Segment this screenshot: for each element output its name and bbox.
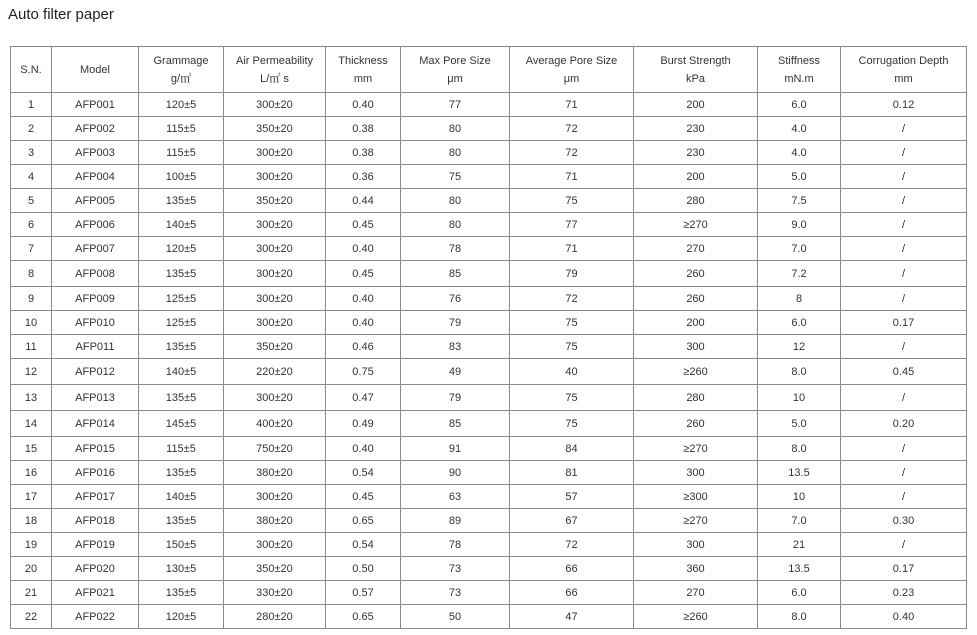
column-header-unit: mm — [353, 72, 373, 85]
table-cell: 66 — [510, 557, 634, 581]
table-cell: 0.50 — [326, 557, 401, 581]
table-row — [11, 261, 967, 287]
table-cell: 5.0 — [758, 411, 841, 437]
table-cell: 72 — [510, 287, 634, 311]
table-cell: 300 — [634, 533, 758, 557]
table-cell: 0.45 — [326, 213, 401, 237]
table-cell: 0.12 — [841, 93, 967, 117]
table-cell: 67 — [510, 509, 634, 533]
table-cell: 72 — [510, 141, 634, 165]
column-header — [326, 47, 401, 93]
table-cell: AFP014 — [52, 411, 139, 437]
table-row — [11, 359, 967, 385]
table-cell: 330±20 — [224, 581, 326, 605]
column-header-name: Max Pore Size — [419, 54, 491, 67]
table-cell: 71 — [510, 237, 634, 261]
table-cell: 49 — [401, 359, 510, 385]
table-cell: 14 — [11, 411, 52, 437]
table-cell: AFP019 — [52, 533, 139, 557]
table-cell: AFP007 — [52, 237, 139, 261]
table-cell: 100±5 — [139, 165, 224, 189]
table-cell: 63 — [401, 485, 510, 509]
table-cell: 71 — [510, 165, 634, 189]
table-cell: 9.0 — [758, 213, 841, 237]
table-cell: 22 — [11, 605, 52, 629]
table-cell: / — [841, 335, 967, 359]
table-cell: 0.40 — [326, 437, 401, 461]
table-cell: 78 — [401, 237, 510, 261]
table-cell: / — [841, 385, 967, 411]
table-cell: 6 — [11, 213, 52, 237]
table-cell: 135±5 — [139, 385, 224, 411]
table-cell: 380±20 — [224, 461, 326, 485]
table-cell: 0.54 — [326, 533, 401, 557]
table-row — [11, 557, 967, 581]
table-cell: 300±20 — [224, 287, 326, 311]
column-header — [841, 47, 967, 93]
table-cell: 0.40 — [326, 287, 401, 311]
table-cell: 1 — [11, 93, 52, 117]
table-cell: 135±5 — [139, 261, 224, 287]
table-row — [11, 117, 967, 141]
table-cell: 135±5 — [139, 189, 224, 213]
table-cell: 300±20 — [224, 533, 326, 557]
table-cell: 40 — [510, 359, 634, 385]
table-cell: 4.0 — [758, 117, 841, 141]
table-cell: AFP004 — [52, 165, 139, 189]
table-cell: 300±20 — [224, 213, 326, 237]
table-row — [11, 189, 967, 213]
table-cell: 79 — [510, 261, 634, 287]
table-row — [11, 605, 967, 629]
column-header-unit: g/㎡ — [170, 72, 192, 85]
column-header-unit: μm — [563, 72, 580, 85]
table-cell: 8.0 — [758, 437, 841, 461]
table-cell: 400±20 — [224, 411, 326, 437]
table-cell: 79 — [401, 311, 510, 335]
table-cell: AFP020 — [52, 557, 139, 581]
table-cell: ≥270 — [634, 213, 758, 237]
column-header-name: Grammage — [153, 54, 209, 67]
table-cell: 13.5 — [758, 557, 841, 581]
table-cell: 0.17 — [841, 557, 967, 581]
table-cell: 0.30 — [841, 509, 967, 533]
table-cell: 77 — [510, 213, 634, 237]
table-cell: 300±20 — [224, 261, 326, 287]
column-header — [139, 47, 224, 93]
table-cell: AFP003 — [52, 141, 139, 165]
table-cell: 0.40 — [326, 311, 401, 335]
table-cell: 0.46 — [326, 335, 401, 359]
table-cell: 115±5 — [139, 117, 224, 141]
table-cell: / — [841, 287, 967, 311]
table-cell: / — [841, 213, 967, 237]
table-cell: 12 — [758, 335, 841, 359]
table-cell: 300 — [634, 461, 758, 485]
table-cell: 8 — [11, 261, 52, 287]
table-cell: 230 — [634, 141, 758, 165]
table-cell: 5.0 — [758, 165, 841, 189]
table-row — [11, 287, 967, 311]
table-cell: 200 — [634, 311, 758, 335]
table-cell: 75 — [401, 165, 510, 189]
table-cell: 18 — [11, 509, 52, 533]
table-cell: 57 — [510, 485, 634, 509]
table-cell: 73 — [401, 557, 510, 581]
table-cell: 200 — [634, 93, 758, 117]
table-cell: 0.47 — [326, 385, 401, 411]
column-header-unit: mN.m — [784, 72, 814, 85]
table-cell: 300±20 — [224, 165, 326, 189]
table-cell: AFP022 — [52, 605, 139, 629]
column-header-unit: kPa — [686, 72, 705, 85]
table-cell: / — [841, 461, 967, 485]
table-cell: / — [841, 533, 967, 557]
filter-paper-spec-table — [10, 46, 967, 629]
table-cell: 78 — [401, 533, 510, 557]
table-cell: 0.20 — [841, 411, 967, 437]
column-header — [11, 47, 52, 93]
table-cell: 91 — [401, 437, 510, 461]
table-cell: ≥270 — [634, 509, 758, 533]
table-row — [11, 237, 967, 261]
table-cell: 8.0 — [758, 605, 841, 629]
column-header-unit: mm — [894, 72, 913, 85]
table-cell: 230 — [634, 117, 758, 141]
table-cell: 4 — [11, 165, 52, 189]
column-header-name: Stiffness — [778, 54, 820, 67]
table-cell: 21 — [758, 533, 841, 557]
column-header-name: Model — [80, 63, 110, 76]
table-cell: 0.57 — [326, 581, 401, 605]
table-row — [11, 485, 967, 509]
table-row — [11, 581, 967, 605]
table-cell: 3 — [11, 141, 52, 165]
table-cell: AFP016 — [52, 461, 139, 485]
table-cell: AFP021 — [52, 581, 139, 605]
table-cell: 76 — [401, 287, 510, 311]
table-cell: 77 — [401, 93, 510, 117]
column-header — [224, 47, 326, 93]
column-header-unit: μm — [447, 72, 463, 85]
table-cell: 280 — [634, 385, 758, 411]
table-cell: 360 — [634, 557, 758, 581]
table-cell: 6.0 — [758, 311, 841, 335]
table-cell: 120±5 — [139, 237, 224, 261]
table-row — [11, 533, 967, 557]
table-cell: 6.0 — [758, 93, 841, 117]
table-cell: 300±20 — [224, 385, 326, 411]
table-cell: AFP005 — [52, 189, 139, 213]
table-cell: 125±5 — [139, 287, 224, 311]
table-cell: 73 — [401, 581, 510, 605]
table-cell: AFP012 — [52, 359, 139, 385]
column-header-unit: L/㎡ s — [260, 72, 289, 85]
table-cell: ≥260 — [634, 359, 758, 385]
table-cell: AFP011 — [52, 335, 139, 359]
table-header-row — [11, 47, 967, 93]
table-cell: 13 — [11, 385, 52, 411]
table-cell: 115±5 — [139, 141, 224, 165]
table-cell: 20 — [11, 557, 52, 581]
table-cell: ≥300 — [634, 485, 758, 509]
table-cell: 0.49 — [326, 411, 401, 437]
table-cell: 6.0 — [758, 581, 841, 605]
table-cell: 0.44 — [326, 189, 401, 213]
table-cell: 16 — [11, 461, 52, 485]
table-cell: 10 — [758, 485, 841, 509]
table-cell: 135±5 — [139, 509, 224, 533]
table-cell: 81 — [510, 461, 634, 485]
table-row — [11, 509, 967, 533]
table-row — [11, 461, 967, 485]
table-cell: 7.2 — [758, 261, 841, 287]
table-cell: 0.40 — [841, 605, 967, 629]
column-header-name: Average Pore Size — [525, 54, 618, 67]
table-cell: 5 — [11, 189, 52, 213]
table-cell: 200 — [634, 165, 758, 189]
table-row — [11, 437, 967, 461]
table-cell: 50 — [401, 605, 510, 629]
table-cell: 8.0 — [758, 359, 841, 385]
column-header-name: Burst Strength — [660, 54, 731, 67]
table-cell: 0.38 — [326, 141, 401, 165]
table-cell: / — [841, 437, 967, 461]
table-cell: 260 — [634, 287, 758, 311]
table-cell: 85 — [401, 411, 510, 437]
table-cell: 220±20 — [224, 359, 326, 385]
table-cell: AFP018 — [52, 509, 139, 533]
table-cell: 300±20 — [224, 93, 326, 117]
table-cell: 4.0 — [758, 141, 841, 165]
table-cell: 300 — [634, 335, 758, 359]
table-cell: / — [841, 237, 967, 261]
table-cell: 80 — [401, 213, 510, 237]
table-cell: 300±20 — [224, 485, 326, 509]
table-cell: 280±20 — [224, 605, 326, 629]
table-cell: 750±20 — [224, 437, 326, 461]
table-cell: 8 — [758, 287, 841, 311]
table-cell: 71 — [510, 93, 634, 117]
table-cell: 140±5 — [139, 359, 224, 385]
table-cell: 9 — [11, 287, 52, 311]
table-cell: 145±5 — [139, 411, 224, 437]
table-cell: 80 — [401, 117, 510, 141]
table-cell: / — [841, 141, 967, 165]
table-cell: AFP008 — [52, 261, 139, 287]
table-cell: ≥260 — [634, 605, 758, 629]
table-cell: AFP002 — [52, 117, 139, 141]
table-cell: 75 — [510, 189, 634, 213]
table-cell: 350±20 — [224, 557, 326, 581]
table-cell: 75 — [510, 335, 634, 359]
table-cell: 83 — [401, 335, 510, 359]
table-cell: / — [841, 117, 967, 141]
table-cell: 7.0 — [758, 509, 841, 533]
table-cell: 0.65 — [326, 509, 401, 533]
table-cell: 0.45 — [326, 261, 401, 287]
table-row — [11, 311, 967, 335]
table-row — [11, 165, 967, 189]
table-cell: AFP017 — [52, 485, 139, 509]
table-cell: 0.40 — [326, 93, 401, 117]
table-cell: / — [841, 165, 967, 189]
table-cell: AFP001 — [52, 93, 139, 117]
table-cell: 17 — [11, 485, 52, 509]
column-header — [634, 47, 758, 93]
table-cell: 0.54 — [326, 461, 401, 485]
column-header — [510, 47, 634, 93]
table-cell: 0.75 — [326, 359, 401, 385]
table-cell: 75 — [510, 385, 634, 411]
table-cell: 120±5 — [139, 605, 224, 629]
table-cell: 0.36 — [326, 165, 401, 189]
table-cell: 90 — [401, 461, 510, 485]
table-cell: / — [841, 485, 967, 509]
table-cell: 0.65 — [326, 605, 401, 629]
table-cell: 130±5 — [139, 557, 224, 581]
table-cell: 75 — [510, 411, 634, 437]
column-header — [401, 47, 510, 93]
table-cell: 350±20 — [224, 335, 326, 359]
table-cell: ≥270 — [634, 437, 758, 461]
table-cell: 47 — [510, 605, 634, 629]
table-cell: 350±20 — [224, 189, 326, 213]
column-header-name: Corrugation Depth — [858, 54, 949, 67]
table-cell: 115±5 — [139, 437, 224, 461]
table-cell: 125±5 — [139, 311, 224, 335]
column-header — [52, 47, 139, 93]
table-cell: 84 — [510, 437, 634, 461]
table-cell: 75 — [510, 311, 634, 335]
table-cell: 7.0 — [758, 237, 841, 261]
table-cell: 15 — [11, 437, 52, 461]
table-cell: 13.5 — [758, 461, 841, 485]
table-cell: 10 — [758, 385, 841, 411]
table-row — [11, 213, 967, 237]
table-cell: 0.38 — [326, 117, 401, 141]
table-cell: 72 — [510, 117, 634, 141]
table-cell: 80 — [401, 141, 510, 165]
table-cell: 72 — [510, 533, 634, 557]
column-header — [758, 47, 841, 93]
table-cell: 0.23 — [841, 581, 967, 605]
table-cell: 19 — [11, 533, 52, 557]
column-header-name: S.N. — [20, 63, 42, 76]
table-cell: 350±20 — [224, 117, 326, 141]
table-cell: AFP006 — [52, 213, 139, 237]
table-cell: 120±5 — [139, 93, 224, 117]
table-cell: 140±5 — [139, 485, 224, 509]
table-cell: 135±5 — [139, 335, 224, 359]
table-cell: 260 — [634, 261, 758, 287]
table-cell: 79 — [401, 385, 510, 411]
table-cell: 21 — [11, 581, 52, 605]
table-cell: 80 — [401, 189, 510, 213]
table-cell: 270 — [634, 581, 758, 605]
table-cell: 150±5 — [139, 533, 224, 557]
table-cell: AFP010 — [52, 311, 139, 335]
table-row — [11, 335, 967, 359]
table-cell: 300±20 — [224, 311, 326, 335]
table-cell: 12 — [11, 359, 52, 385]
table-cell: AFP013 — [52, 385, 139, 411]
page-title: Auto filter paper — [8, 6, 114, 23]
table-cell: 89 — [401, 509, 510, 533]
table-row — [11, 385, 967, 411]
table-cell: 140±5 — [139, 213, 224, 237]
table-cell: 66 — [510, 581, 634, 605]
table-cell: 0.45 — [326, 485, 401, 509]
table-cell: 280 — [634, 189, 758, 213]
table-cell: 7.5 — [758, 189, 841, 213]
table-body — [11, 93, 967, 629]
table-cell: 0.40 — [326, 237, 401, 261]
table-cell: 135±5 — [139, 581, 224, 605]
table-cell: 7 — [11, 237, 52, 261]
table-cell: 135±5 — [139, 461, 224, 485]
table-cell: 11 — [11, 335, 52, 359]
column-header-name: Air Permeability — [235, 54, 314, 67]
table-cell: 2 — [11, 117, 52, 141]
table-cell: AFP015 — [52, 437, 139, 461]
table-cell: 380±20 — [224, 509, 326, 533]
table-cell: 260 — [634, 411, 758, 437]
table-row — [11, 93, 967, 117]
table-cell: 300±20 — [224, 237, 326, 261]
table-row — [11, 141, 967, 165]
table-cell: 300±20 — [224, 141, 326, 165]
table-cell: AFP009 — [52, 287, 139, 311]
table-cell: 0.45 — [841, 359, 967, 385]
column-header-name: Thickness — [338, 54, 388, 67]
table-cell: 10 — [11, 311, 52, 335]
table-cell: / — [841, 261, 967, 287]
table-cell: 270 — [634, 237, 758, 261]
table-cell: 0.17 — [841, 311, 967, 335]
table-row — [11, 411, 967, 437]
table-cell: 85 — [401, 261, 510, 287]
table-cell: / — [841, 189, 967, 213]
